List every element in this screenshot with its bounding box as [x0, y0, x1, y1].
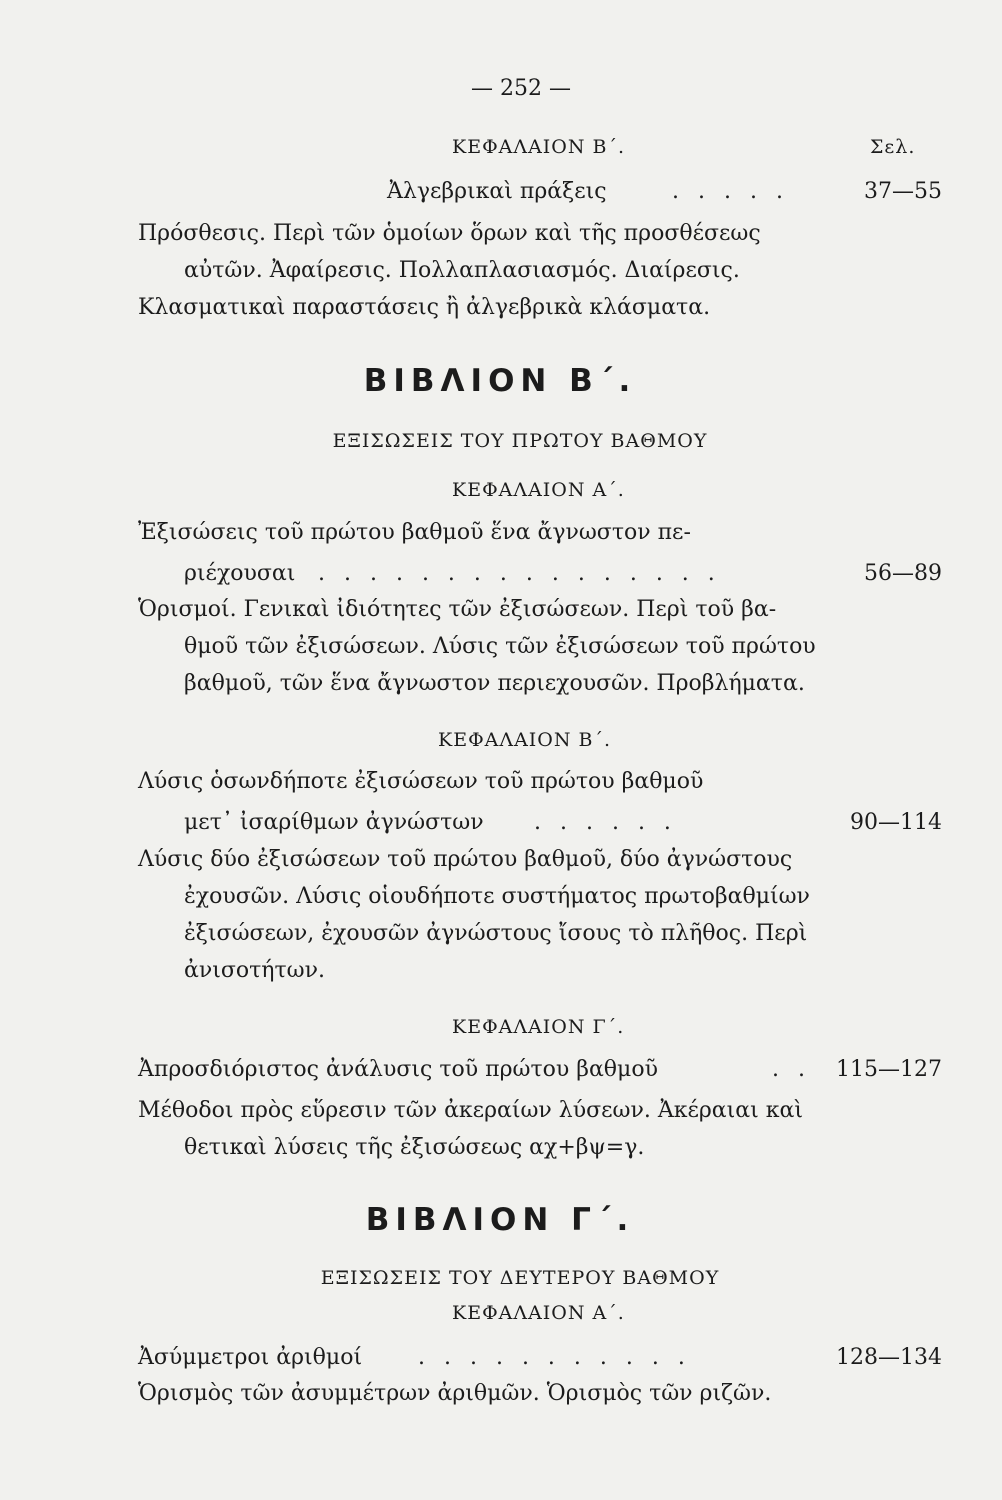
chapter-description-line: αὐτῶν. Ἀφαίρεσις. Πολλαπλασιασμός. Διαίρεσις. [184, 258, 740, 283]
chapter-description-line: Πρόσθεσις. Περὶ τῶν ὁμοίων ὅρων καὶ τῆς προσθέσεως [138, 221, 761, 246]
sel-label: Σελ. [870, 136, 916, 158]
chapter-description-line: θμοῦ τῶν ἐξισώσεων. Λύσις τῶν ἐξισώσεων τοῦ πρώτου [184, 634, 816, 659]
leader-dots: . . . . . [672, 179, 789, 204]
chapter-heading: ΚΕΦΑΛΑΙΟΝ Β΄. [452, 136, 626, 158]
book-subtitle: ΕΞΙΣΩΣΕΙΣ ΤΟΥ ΔΕΥΤΕΡΟΥ ΒΑΘΜΟΥ [320, 1267, 720, 1289]
toc-entry-title: Ἐξισώσεις τοῦ πρώτου βαθμοῦ ἕνα ἄγνωστον πε- [138, 520, 691, 545]
chapter-description-line: Ὁρισμοί. Γενικαὶ ἰδιότητες τῶν ἐξισώσεων. Περὶ τοῦ βα- [138, 597, 777, 622]
leader-dots: . . [772, 1057, 811, 1082]
chapter-description-line: Κλασματικαὶ παραστάσεις ἢ ἀλγεβρικὰ κλάσματα. [138, 295, 711, 320]
chapter-heading: ΚΕΦΑΛΑΙΟΝ Γ΄. [452, 1016, 625, 1038]
page-range: 90—114 [850, 810, 942, 835]
toc-entry-title: Ἀπροσδιόριστος ἀνάλυσις τοῦ πρώτου βαθμοῦ [138, 1057, 658, 1082]
page-range: 56—89 [864, 561, 942, 586]
chapter-description-line: Λύσις δύο ἐξισώσεων τοῦ πρώτου βαθμοῦ, δύο ἀγνώστους [138, 847, 793, 872]
chapter-description-line: βαθμοῦ, τῶν ἕνα ἄγνωστον περιεχουσῶν. Προβλήματα. [184, 671, 805, 696]
leader-dots: . . . . . . . . . . . [418, 1345, 691, 1370]
leader-dots: . . . . . . [534, 810, 677, 835]
page-number: — 252 — [471, 76, 571, 101]
page-range: 115—127 [836, 1057, 942, 1082]
toc-entry-title: ριέχουσαι [184, 561, 296, 586]
leader-dots: . . . . . . . . . . . . . . . . [318, 561, 721, 586]
chapter-description-line: θετικαὶ λύσεις τῆς ἐξισώσεως αχ+βψ=γ. [184, 1135, 645, 1160]
page-range: 37—55 [864, 179, 942, 204]
page-range: 128—134 [836, 1345, 942, 1370]
chapter-description-line: ἐχουσῶν. Λύσις οἱουδήποτε συστήματος πρωτοβαθμίων [184, 884, 810, 909]
toc-entry-title: Ἀλγεβρικαὶ πράξεις [387, 179, 607, 204]
book-subtitle: ΕΞΙΣΩΣΕΙΣ ΤΟΥ ΠΡΩΤΟΥ ΒΑΘΜΟΥ [332, 430, 708, 452]
chapter-description-line: ἐξισώσεων, ἐχουσῶν ἀγνώστους ἴσους τὸ πλῆθος. Περὶ [184, 921, 808, 946]
toc-entry-title: Λύσις ὁσωνδήποτε ἐξισώσεων τοῦ πρώτου βαθμοῦ [138, 769, 704, 794]
chapter-description-line: Μέθοδοι πρὸς εὕρεσιν τῶν ἀκεραίων λύσεων. Ἀκέραιαι καὶ [138, 1098, 803, 1123]
chapter-heading: ΚΕΦΑΛΑΙΟΝ Α΄. [452, 479, 625, 501]
chapter-heading: ΚΕΦΑΛΑΙΟΝ Α΄. [452, 1302, 625, 1324]
chapter-description-line: Ὁρισμὸς τῶν ἀσυμμέτρων ἀριθμῶν. Ὁρισμὸς τῶν ριζῶν. [138, 1381, 772, 1406]
chapter-description-line: ἀνισοτήτων. [184, 958, 325, 983]
book-title: ΒΙΒΛΙΟΝ Β΄. [363, 363, 637, 399]
chapter-heading: ΚΕΦΑΛΑΙΟΝ Β΄. [438, 729, 612, 751]
book-title: ΒΙΒΛΙΟΝ Γ΄. [365, 1202, 635, 1238]
toc-entry-title: Ἀσύμμετροι ἀριθμοί [138, 1345, 363, 1370]
toc-entry-title: μετ᾽ ἰσαρίθμων ἀγνώστων [184, 810, 484, 835]
